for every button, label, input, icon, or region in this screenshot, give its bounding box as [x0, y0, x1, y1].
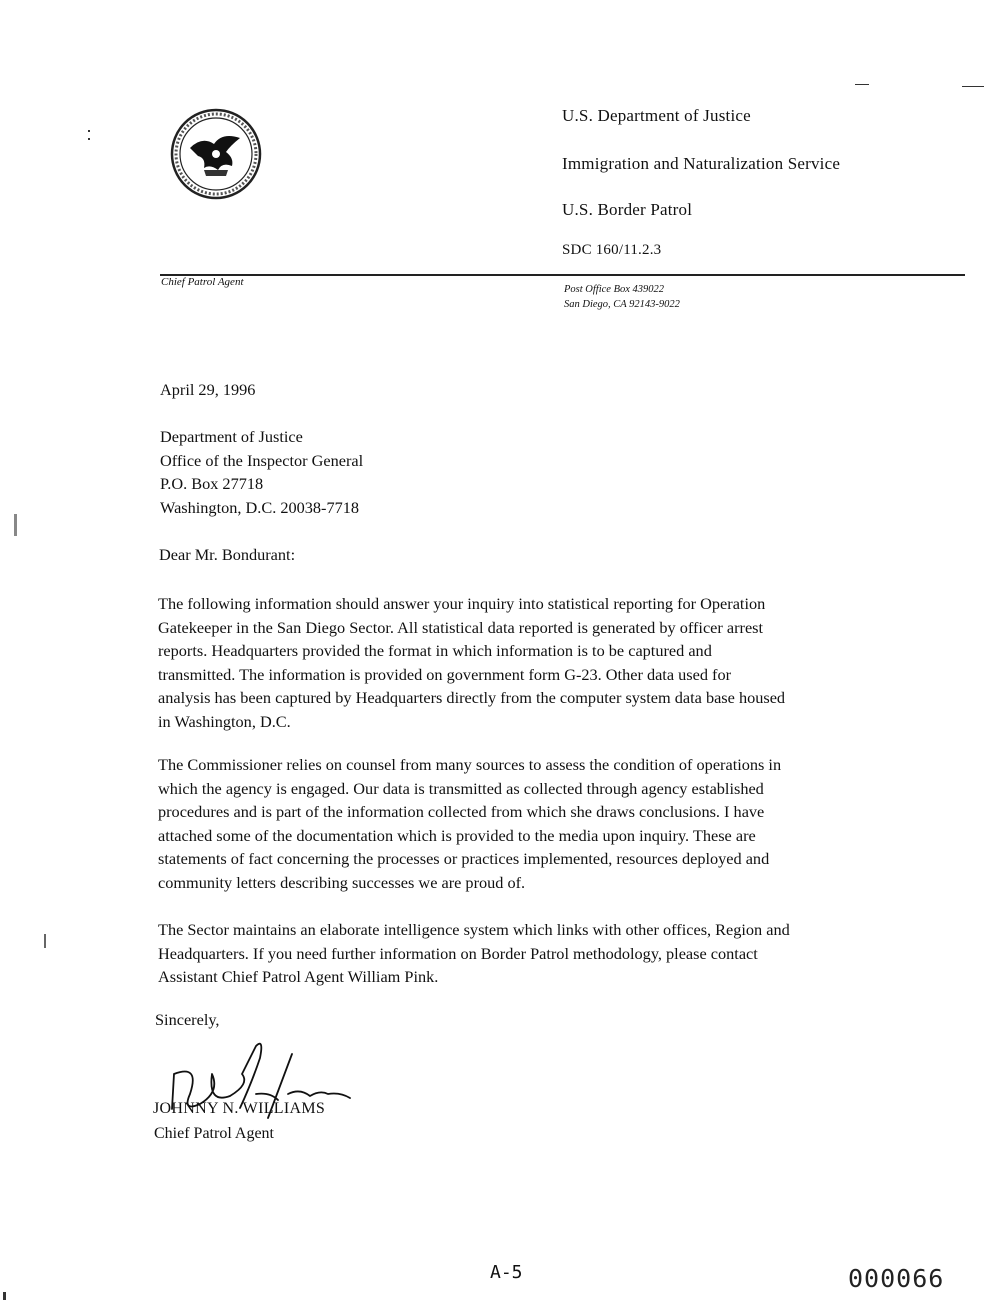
- paragraph-line: Gatekeeper in the San Diego Sector. All statistical data reported is generated by officer arrest: [158, 617, 764, 637]
- scan-speck: [855, 84, 869, 85]
- paragraph-line: reports. Headquarters provided the format in which information is to be captured and: [158, 641, 712, 660]
- paragraph-line: community letters describing successes we are proud of.: [158, 872, 526, 892]
- office-address-line1: Post Office Box 439022: [564, 284, 665, 295]
- signer-title: Chief Patrol Agent: [154, 1125, 274, 1142]
- paragraph-line: which the agency is engaged. Our data is transmitted as collected through agency established: [158, 778, 764, 798]
- scan-speck: [88, 130, 90, 132]
- closing: Sincerely,: [155, 1010, 220, 1029]
- paragraph-line: Assistant Chief Patrol Agent William Pink.: [158, 967, 439, 986]
- recipient-address: [160, 425, 363, 519]
- letterhead-unit: U.S. Border Patrol: [562, 200, 693, 219]
- recipient-line: P.O. Box 27718: [160, 474, 264, 493]
- scan-speck: [962, 86, 984, 87]
- scan-speck: [44, 934, 46, 948]
- recipient-line: Department of Justice: [160, 427, 303, 446]
- office-address-line2: San Diego, CA 92143-9022: [564, 299, 680, 310]
- body-paragraph: [158, 753, 903, 894]
- page-label: A-5: [490, 1262, 523, 1283]
- letterhead-service: Immigration and Naturalization Service: [562, 154, 841, 173]
- paragraph-line: procedures and is part of the information collected from which she draws conclusions. I have: [158, 802, 765, 821]
- paragraph-line: The Commissioner relies on counsel from many sources to assess the condition of operations in: [158, 755, 782, 774]
- letterhead-divider: [160, 274, 965, 276]
- document-number: 000066: [848, 1264, 945, 1293]
- office-title: Chief Patrol Agent: [161, 276, 244, 288]
- body-paragraph: [158, 918, 903, 989]
- paragraph-line: Headquarters. If you need further information on Border Patrol methodology, please contact: [158, 943, 758, 963]
- paragraph-line: transmitted. The information is provided on government form G-23. Other data used for: [158, 664, 732, 684]
- paragraph-line: attached some of the documentation which is provided to the media upon inquiry. These are: [158, 825, 756, 845]
- signer-name: JOHNNY N. WILLIAMS: [153, 1100, 326, 1117]
- paragraph-line: statements of fact concerning the processes or practices implemented, resources deployed and: [158, 849, 770, 868]
- scan-speck: [88, 138, 90, 140]
- paragraph-line: in Washington, D.C.: [158, 711, 291, 731]
- letterhead-reference: SDC 160/11.2.3: [562, 242, 662, 258]
- paragraph-line: The Sector maintains an elaborate intelligence system which links with other offices, Region and: [158, 920, 790, 939]
- salutation: Dear Mr. Bondurant:: [159, 545, 296, 564]
- scan-speck: [3, 1292, 6, 1300]
- recipient-line: Office of the Inspector General: [160, 450, 364, 470]
- paragraph-line: The following information should answer your inquiry into statistical reporting for Operation: [158, 594, 766, 613]
- letter-date: April 29, 1996: [160, 380, 256, 399]
- department-seal-icon: [170, 108, 262, 200]
- scan-speck: [14, 514, 17, 536]
- letterhead-department: U.S. Department of Justice: [562, 106, 751, 125]
- recipient-line: Washington, D.C. 20038-7718: [160, 497, 360, 517]
- paragraph-line: analysis has been captured by Headquarters directly from the computer system data base housed: [158, 688, 786, 707]
- body-paragraph: [158, 592, 903, 733]
